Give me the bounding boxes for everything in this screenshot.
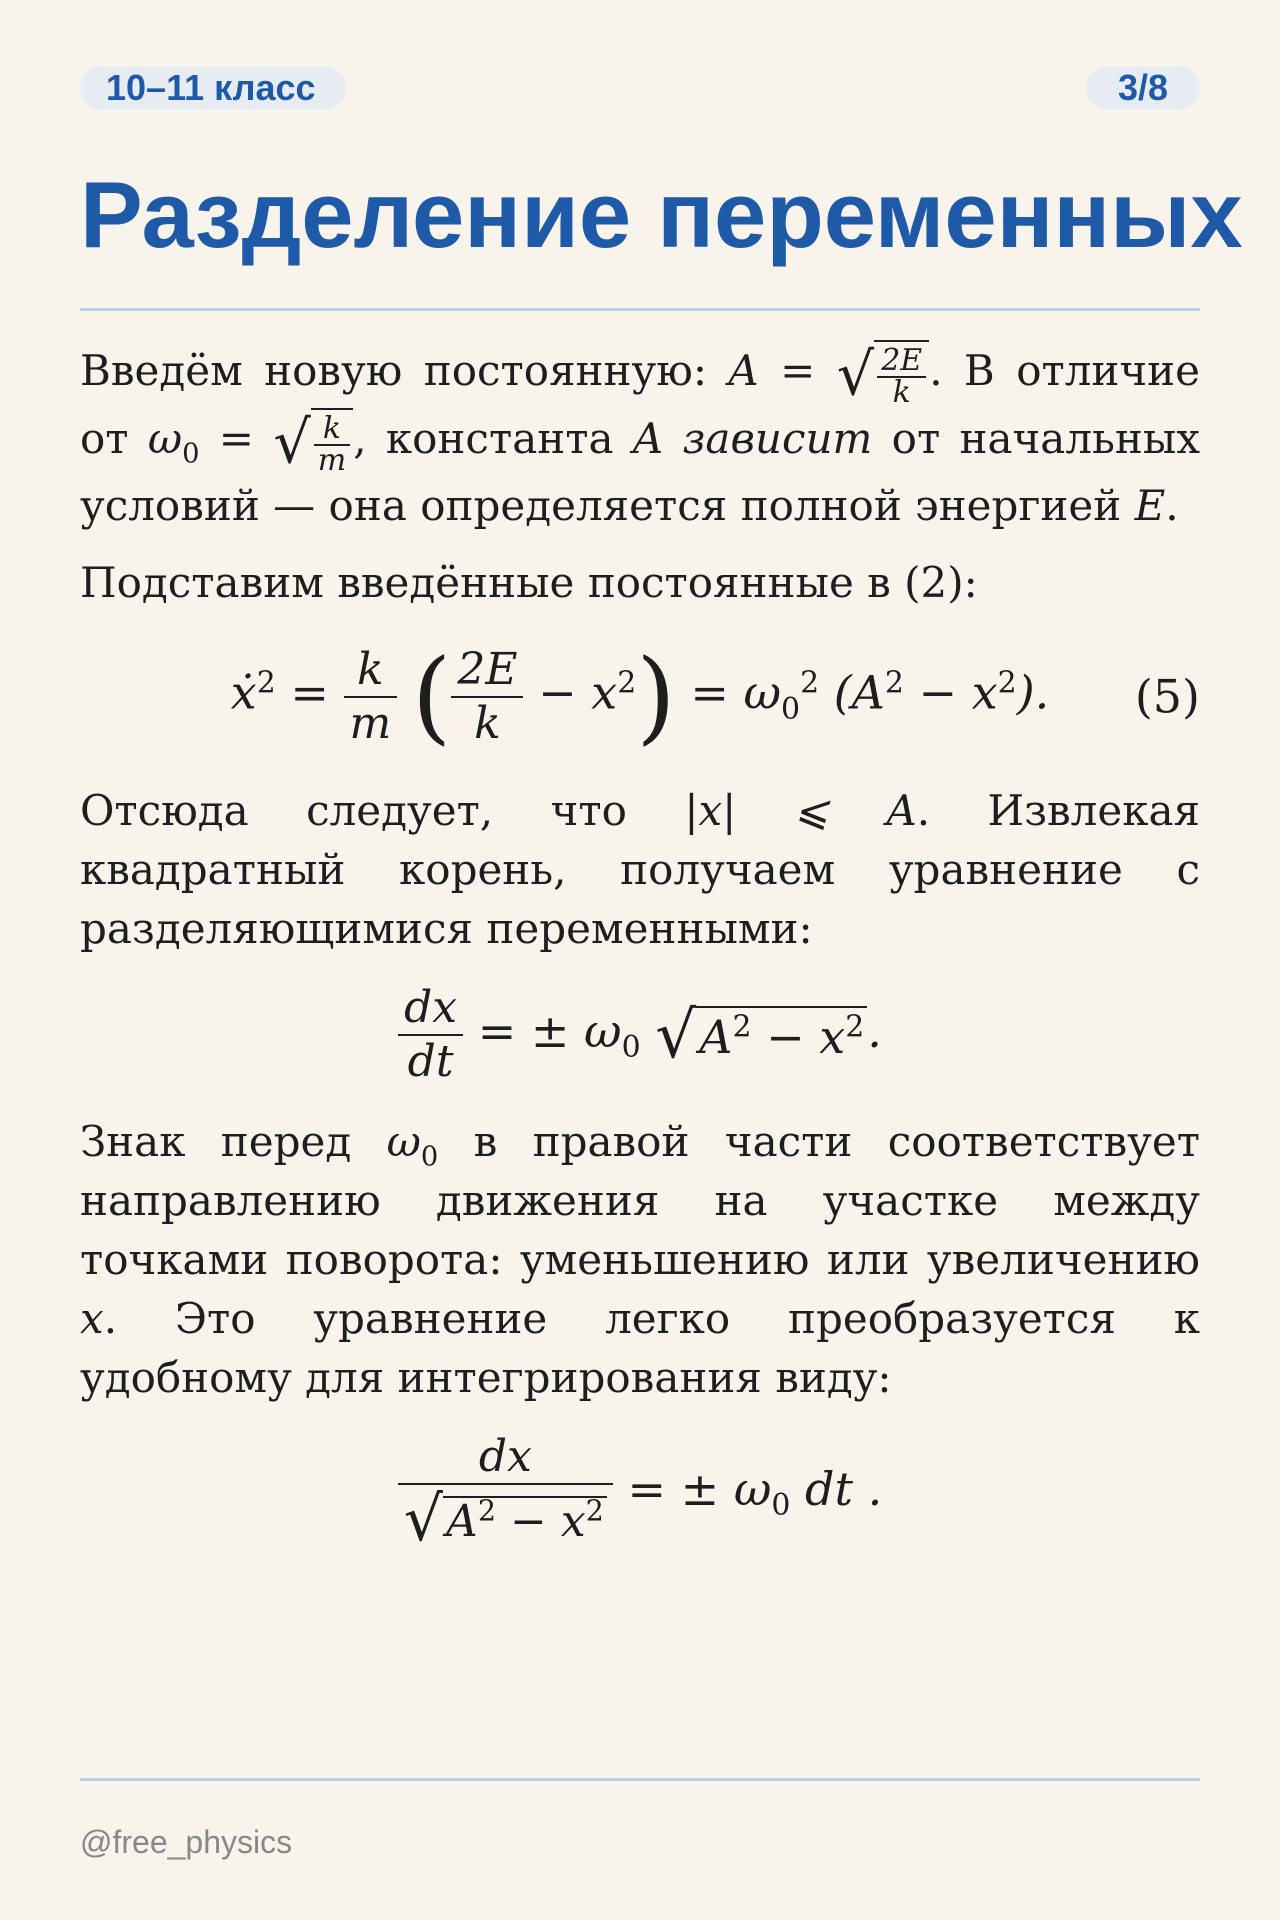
- page-indicator: 3/8: [1086, 66, 1200, 110]
- grade-badge: 10–11 класс: [80, 66, 346, 110]
- equation-integrable: $\frac{dx}{√A^2 - x^2}$ = ± $\omega_0$ dt .: [80, 1431, 1200, 1555]
- text-transform: . Это уравнение легко преобразуется к удобному для интегрирования виду:: [80, 1294, 1200, 1403]
- divider-bottom: [80, 1778, 1200, 1781]
- text-depends-emphasis: зависит: [682, 414, 873, 463]
- formula-abs-x: |x| ⩽ A: [684, 786, 917, 836]
- text-hence: Отсюда следует, что: [80, 786, 627, 836]
- text-initial-conditions: от начальных условий — она определяется полной энергией: [80, 414, 1201, 530]
- paragraph-1: Введём новую постоянную: A = √ $\frac{2E}{k}$ . В отличие от $\omega_0$ = √ $\frac{k}{m}$ , константа A зависит от начальных условий — она определяется полной энергией E.: [80, 339, 1201, 530]
- text-in-contrast: . В отличие от: [80, 346, 1201, 463]
- symbol-x: x: [80, 1294, 104, 1344]
- paragraph-3: [80, 781, 1200, 958]
- text-square-root: . Извлекая квадратный корень, получаем уравнение с разделяющимися переменными:: [80, 786, 1201, 954]
- text-direction: в правой части соответствует направлению движения на участке между точками поворота: уменьшению или увеличению: [80, 1117, 1200, 1285]
- article-body: [80, 340, 1200, 1579]
- divider-top: [80, 308, 1200, 311]
- equation-5: ẋ$^2$ = $\frac{k}{m}$ ( $\frac{2E}{k}$ − $x^2) = \omega_0^2$ $(A^2 - x^2)$. (5): [230, 637, 1200, 755]
- symbol-omega0: $\omega_0$: [386, 1117, 439, 1173]
- formula-omega0-definition: $\omega_0$ = √ $\frac{k}{m}$: [148, 414, 353, 463]
- page-title: Разделение переменных: [80, 162, 1243, 267]
- equation-number: (5): [1134, 669, 1200, 724]
- symbol-a: A: [632, 414, 664, 463]
- symbol-e: E: [1134, 481, 1166, 530]
- text-constant: , константа: [353, 414, 614, 463]
- paragraph-2: Подставим введённые постоянные в (2):: [80, 558, 978, 607]
- paragraph-4: [80, 1112, 1200, 1407]
- text-intro: Введём новую постоянную:: [80, 346, 707, 395]
- formula-a-definition: A = √ $\frac{2E}{k}$: [728, 346, 929, 395]
- text-sign: Знак перед: [80, 1117, 352, 1167]
- author-handle: @free_physics: [80, 1824, 293, 1860]
- equation-separable: $\frac{dx}{dt}$ = ± $\omega_0$ $√A^2 - x^2$.: [80, 982, 1200, 1088]
